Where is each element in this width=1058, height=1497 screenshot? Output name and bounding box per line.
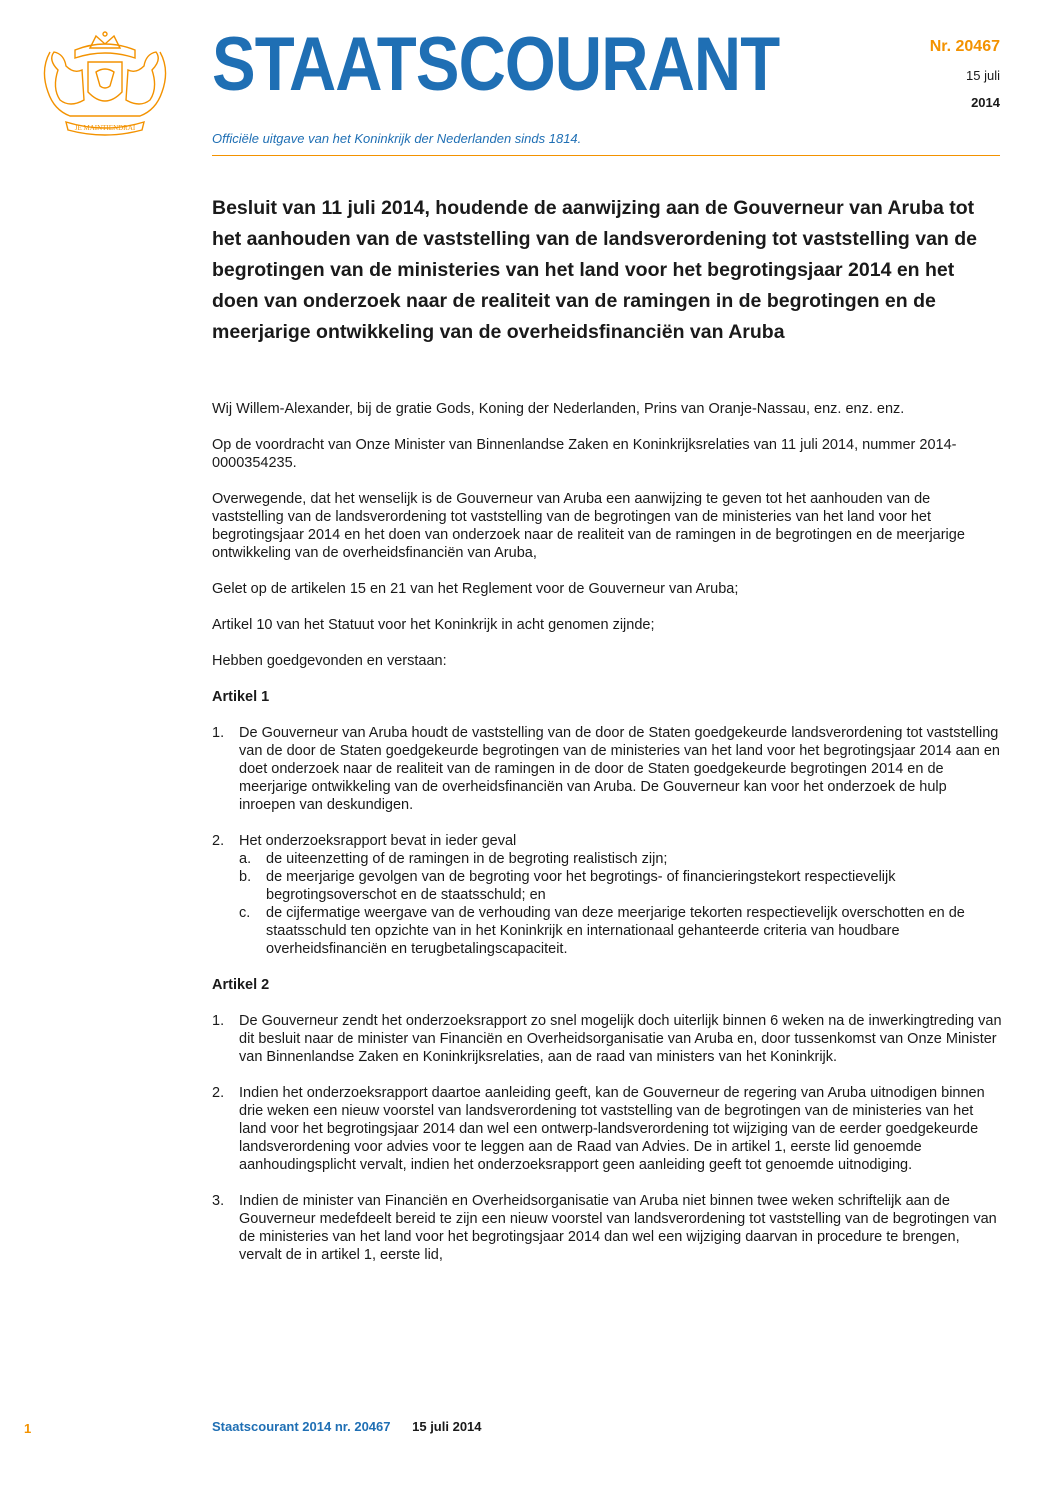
article-clause	[212, 724, 1002, 814]
article-heading: Artikel 2	[212, 977, 270, 993]
sub-clause-letter: b.	[239, 869, 252, 885]
sub-clause-letter: a.	[239, 851, 252, 867]
clause-number: 3.	[212, 1193, 225, 1209]
issue-info	[930, 38, 1000, 110]
clause-number: 2.	[212, 1085, 225, 1101]
masthead-title: STAATSCOURANT	[212, 22, 780, 107]
sub-clause-text: de cijfermatige weergave van de verhouding van deze meerjarige tekorten respectievelijk overschotten en de staatsschuld ten opzichte van in het Koninkrijk en internationaal gehanteerde criteria van houdbare overheidsfinanciën en terugbetalingscapaciteit.	[266, 905, 965, 957]
clause-body	[239, 832, 1002, 958]
masthead-subtitle: Officiële uitgave van het Koninkrijk der Nederlanden sinds 1814.	[212, 131, 582, 146]
preamble-paragraph: Overwegende, dat het wenselijk is de Gouverneur van Aruba een aanwijzing te geven tot het aanhouden van de vaststelling van de landsverordening tot vaststelling van de begrotingen van de ministeries van het land voor het begrotingsjaar 2014 en het doen van onderzoek naar de realiteit van de ramingen in de begrotingen en de meerjarige ontwikkeling van de overheidsfinanciën van Aruba,	[212, 491, 965, 561]
preamble-paragraph: Gelet op de artikelen 15 en 21 van het Reglement voor de Gouverneur van Aruba;	[212, 581, 739, 597]
royal-crest-logo	[30, 30, 180, 140]
article-clause	[212, 1192, 1002, 1264]
clause-text: Indien de minister van Financiën en Overheidsorganisatie van Aruba niet binnen twee weken schriftelijk aan de Gouverneur medefdeelt bereid te zijn een nieuw voorstel van landsverordening tot vaststelling van de begrotingen van de ministeries van het land voor het begrotingsjaar 2014 dan wel een wijziging daarvan in procedure te brengen, vervalt de in artikel 1, eerste lid,	[239, 1193, 997, 1263]
footer-date: 15 juli 2014	[412, 1419, 482, 1434]
svg-text:JE MAINTIENDRAI: JE MAINTIENDRAI	[74, 124, 136, 132]
clause-text: Het onderzoeksrapport bevat in ieder geval	[239, 833, 517, 849]
article-clause	[212, 1012, 1002, 1066]
decree-title: Besluit van 11 juli 2014, houdende de aanwijzing aan de Gouverneur van Aruba tot het aanhouden van de vaststelling van de landsverordening tot vaststelling van de begrotingen van de ministeries van het land voor het begrotingsjaar 2014 en het doen van onderzoek naar de realiteit van de ramingen in de begrotingen en de meerjarige ontwikkeling van de overheidsfinanciën van Aruba	[212, 197, 978, 343]
article-clause	[212, 1084, 1002, 1174]
clause-text: Indien het onderzoeksrapport daartoe aanleiding geeft, kan de Gouverneur de regering van Aruba uitnodigen binnen drie weken een nieuw voorstel van landsverordening tot vaststelling van de begrotingen van de ministeries van het land voor het begrotingsjaar 2014 dan wel een ontwerp-landsverordening tot wijziging van de eerder goedgekeurde landsverordening voor advies voor te leggen aan de Raad van Advies. De in artikel 1, eerste lid genoemde aanhoudingsplicht vervalt, indien het onderzoeksrapport geen aanleiding geeft tot genoemde uitnodiging.	[239, 1085, 985, 1173]
issue-date-day: 15 juli	[966, 68, 1000, 83]
clause-number: 1.	[212, 725, 225, 741]
sub-clause-text: de meerjarige gevolgen van de begroting voor het begrotings- of financieringstekort respectievelijk begrotingsoverschot en de staatsschuld; en	[266, 869, 896, 903]
decree-body	[212, 400, 1002, 1282]
footer-publication: Staatscourant 2014 nr. 20467	[212, 1419, 391, 1434]
preamble-paragraph: Hebben goedgevonden en verstaan:	[212, 653, 447, 669]
clause-number: 1.	[212, 1013, 225, 1029]
clause-text: De Gouverneur van Aruba houdt de vaststelling van de door de Staten goedgekeurde landsverordening tot vaststelling van de door de Staten goedgekeurde begrotingen van de ministeries van het land voor het begrotingsjaar 2014 aan en doet onderzoek naar de realiteit van de ramingen in de door de Staten goedgekeurde begrotingen 2014 en de meerjarige ontwikkeling van de overheidsfinanciën van Aruba. De Gouverneur kan voor het onderzoek de hulp inroepen van deskundigen.	[239, 725, 1000, 813]
sub-clause	[239, 868, 1002, 904]
issue-number: Nr. 20467	[929, 38, 1000, 55]
clause-number: 2.	[212, 833, 225, 849]
article-heading: Artikel 1	[212, 689, 270, 705]
page-number: 1	[24, 1421, 32, 1436]
preamble-paragraph: Op de voordracht van Onze Minister van Binnenlandse Zaken en Koninkrijksrelaties van 11 juli 2014, nummer 2014-0000354235.	[212, 437, 957, 471]
sub-clause	[239, 850, 1002, 868]
preamble-paragraph: Artikel 10 van het Statuut voor het Koninkrijk in acht genomen zijnde;	[212, 617, 655, 633]
clause-text: De Gouverneur zendt het onderzoeksrapport zo snel mogelijk doch uiterlijk binnen 6 weken na de inwerkingtreding van dit besluit naar de minister van Financiën en Overheidsorganisatie van Aruba en, door tussenkomst van Onze Minister van Binnenlandse Zaken en Koninkrijksrelaties, aan de raad van ministers van het Koninkrijk.	[239, 1013, 1002, 1065]
header-divider	[212, 155, 1000, 156]
sub-clause-letter: c.	[239, 905, 251, 921]
sub-clause	[239, 904, 1002, 958]
article-clause	[212, 832, 1002, 958]
sub-clause-text: de uiteenzetting of de ramingen in de begroting realistisch zijn;	[266, 851, 668, 867]
issue-date-year: 2014	[971, 95, 1000, 110]
preamble-paragraph: Wij Willem-Alexander, bij de gratie Gods, Koning der Nederlanden, Prins van Oranje-Nassau, enz. enz. enz.	[212, 401, 905, 417]
page-footer	[212, 1419, 482, 1434]
